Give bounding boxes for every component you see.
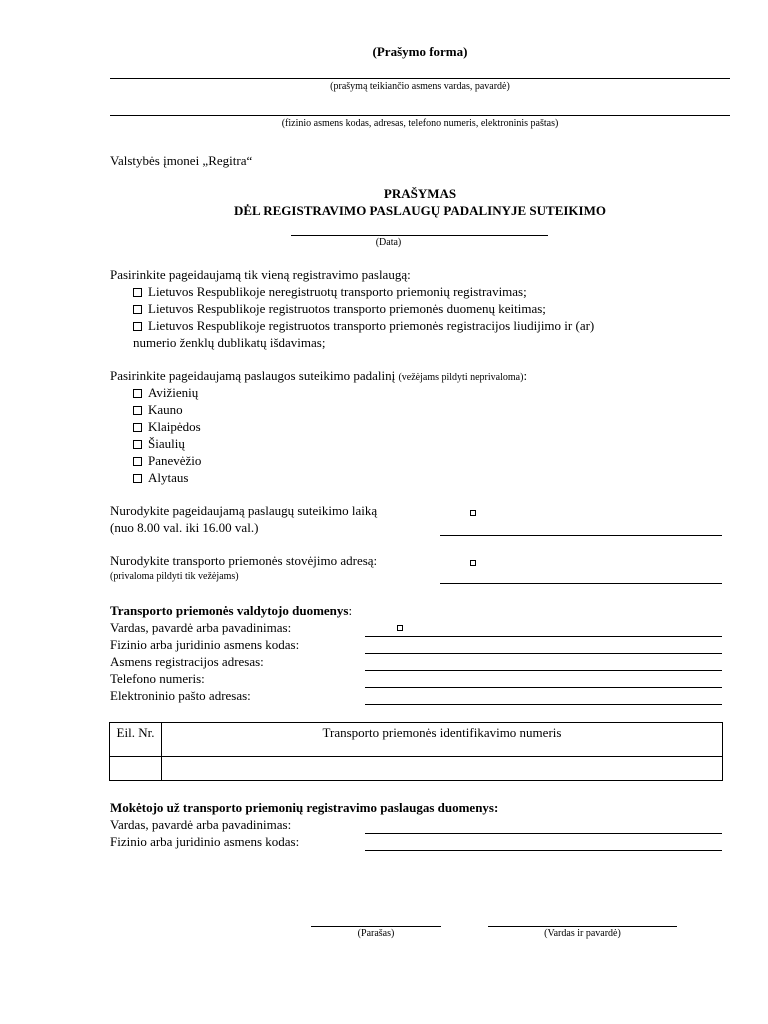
owner-email-input[interactable]: [365, 704, 722, 705]
unit-prompt: [110, 368, 527, 386]
checkbox-icon[interactable]: [133, 440, 142, 449]
unit-option-6[interactable]: [133, 470, 188, 486]
payer-field-code-label: Fizinio arba juridinio asmens kodas:: [110, 834, 300, 849]
time-prompt: Nurodykite pageidaujamą paslaugų suteikimo laiką: [110, 503, 378, 518]
date-caption: (Data): [375, 237, 402, 248]
checkbox-icon[interactable]: [133, 389, 142, 398]
small-checkbox-icon[interactable]: [470, 560, 476, 566]
owner-field-code-label: Fizinio arba juridinio asmens kodas:: [110, 637, 300, 652]
date-line[interactable]: [291, 235, 548, 236]
unit-option-5[interactable]: [133, 453, 201, 469]
checkbox-icon[interactable]: [133, 406, 142, 415]
parking-prompt: Nurodykite transporto priemonės stovėjimo adresą:: [110, 553, 378, 568]
title-line-2: DĖL REGISTRAVIMO PASLAUGŲ PADALINYJE SUTEIKIMO: [233, 203, 606, 218]
owner-heading-text: Transporto priemonės valdytojo duomenys: [110, 603, 349, 618]
signature-caption: (Parašas): [357, 928, 395, 939]
time-input-line[interactable]: [440, 535, 722, 536]
owner-field-name-label: Vardas, pavardė arba pavadinimas:: [110, 620, 292, 635]
checkbox-icon[interactable]: [133, 305, 142, 314]
title-line-1: PRAŠYMAS: [383, 186, 457, 201]
unit-option-label: Avižienių: [148, 385, 199, 400]
parking-input-line[interactable]: [440, 583, 722, 584]
table-header-vin-text: Transporto priemonės identifikavimo numeris: [322, 725, 562, 740]
service-option-1[interactable]: [133, 284, 527, 300]
checkbox-icon[interactable]: [133, 474, 142, 483]
full-name-caption: (Vardas ir pavardė): [544, 928, 621, 939]
owner-heading: [110, 603, 352, 619]
form-label: (Prašymo forma): [372, 44, 468, 59]
unit-prompt-colon: :: [523, 368, 528, 383]
service-option-3[interactable]: [133, 318, 594, 334]
payer-field-name-label: Vardas, pavardė arba pavadinimas:: [110, 817, 292, 832]
owner-field-phone-label: Telefono numeris:: [110, 671, 205, 686]
checkbox-icon[interactable]: [133, 457, 142, 466]
unit-option-label: Alytaus: [148, 470, 189, 485]
owner-heading-colon: :: [348, 603, 353, 618]
owner-code-input[interactable]: [365, 653, 722, 654]
owner-name-input[interactable]: [365, 636, 722, 637]
unit-option-label: Kauno: [148, 402, 183, 417]
owner-address-input[interactable]: [365, 670, 722, 671]
applicant-name-line[interactable]: [110, 78, 730, 79]
addressee: Valstybės įmonei „Regitra“: [110, 153, 253, 168]
service-option-label: Lietuvos Respublikoje registruotos transporto priemonės duomenų keitimas;: [148, 301, 546, 316]
service-prompt: Pasirinkite pageidaujamą tik vieną registravimo paslaugą:: [110, 267, 411, 282]
owner-field-email-label: Elektroninio pašto adresas:: [110, 688, 251, 703]
owner-phone-input[interactable]: [365, 687, 722, 688]
table-header-vin: [162, 723, 723, 757]
applicant-name-caption: (prašymą teikiančio asmens vardas, pavardė): [330, 81, 510, 92]
small-checkbox-icon[interactable]: [470, 510, 476, 516]
applicant-details-line[interactable]: [110, 115, 730, 116]
table-header-no-text: Eil. Nr.: [116, 725, 155, 740]
service-option-label: Lietuvos Respublikoje neregistruotų transporto priemonių registravimas;: [148, 284, 527, 299]
small-checkbox-icon[interactable]: [397, 625, 403, 631]
payer-code-input[interactable]: [365, 850, 722, 851]
service-option-label: Lietuvos Respublikoje registruotos transporto priemonės registracijos liudijimo ir (ar): [148, 318, 595, 333]
table-header-no: [110, 723, 162, 757]
checkbox-icon[interactable]: [133, 423, 142, 432]
payer-name-input[interactable]: [365, 833, 722, 834]
service-option-2[interactable]: [133, 301, 546, 317]
checkbox-icon[interactable]: [133, 288, 142, 297]
payer-heading: Mokėtojo už transporto priemonių registravimo paslaugas duomenys:: [110, 800, 499, 815]
service-option-3-continuation: numerio ženklų dublikatų išdavimas;: [133, 335, 326, 350]
full-name-line[interactable]: [488, 926, 677, 927]
time-range: (nuo 8.00 val. iki 16.00 val.): [110, 520, 259, 535]
owner-field-address-label: Asmens registracijos adresas:: [110, 654, 264, 669]
table-cell-vin[interactable]: [162, 757, 723, 781]
unit-prompt-note: (vežėjams pildyti neprivaloma): [398, 372, 524, 383]
signature-line[interactable]: [311, 926, 441, 927]
unit-option-label: Klaipėdos: [148, 419, 201, 434]
unit-option-label: Šiaulių: [148, 436, 185, 451]
table-cell-no[interactable]: [110, 757, 162, 781]
unit-option-3[interactable]: [133, 419, 201, 435]
unit-option-1[interactable]: [133, 385, 198, 401]
unit-option-label: Panevėžio: [148, 453, 202, 468]
vehicle-table: [109, 722, 723, 781]
unit-option-2[interactable]: [133, 402, 183, 418]
unit-prompt-text: Pasirinkite pageidaujamą paslaugos suteikimo padalinį: [110, 368, 396, 383]
checkbox-icon[interactable]: [133, 322, 142, 331]
parking-note: (privaloma pildyti tik vežėjams): [110, 571, 239, 582]
applicant-details-caption: (fizinio asmens kodas, adresas, telefono numeris, elektroninis paštas): [281, 118, 559, 129]
unit-option-4[interactable]: [133, 436, 185, 452]
